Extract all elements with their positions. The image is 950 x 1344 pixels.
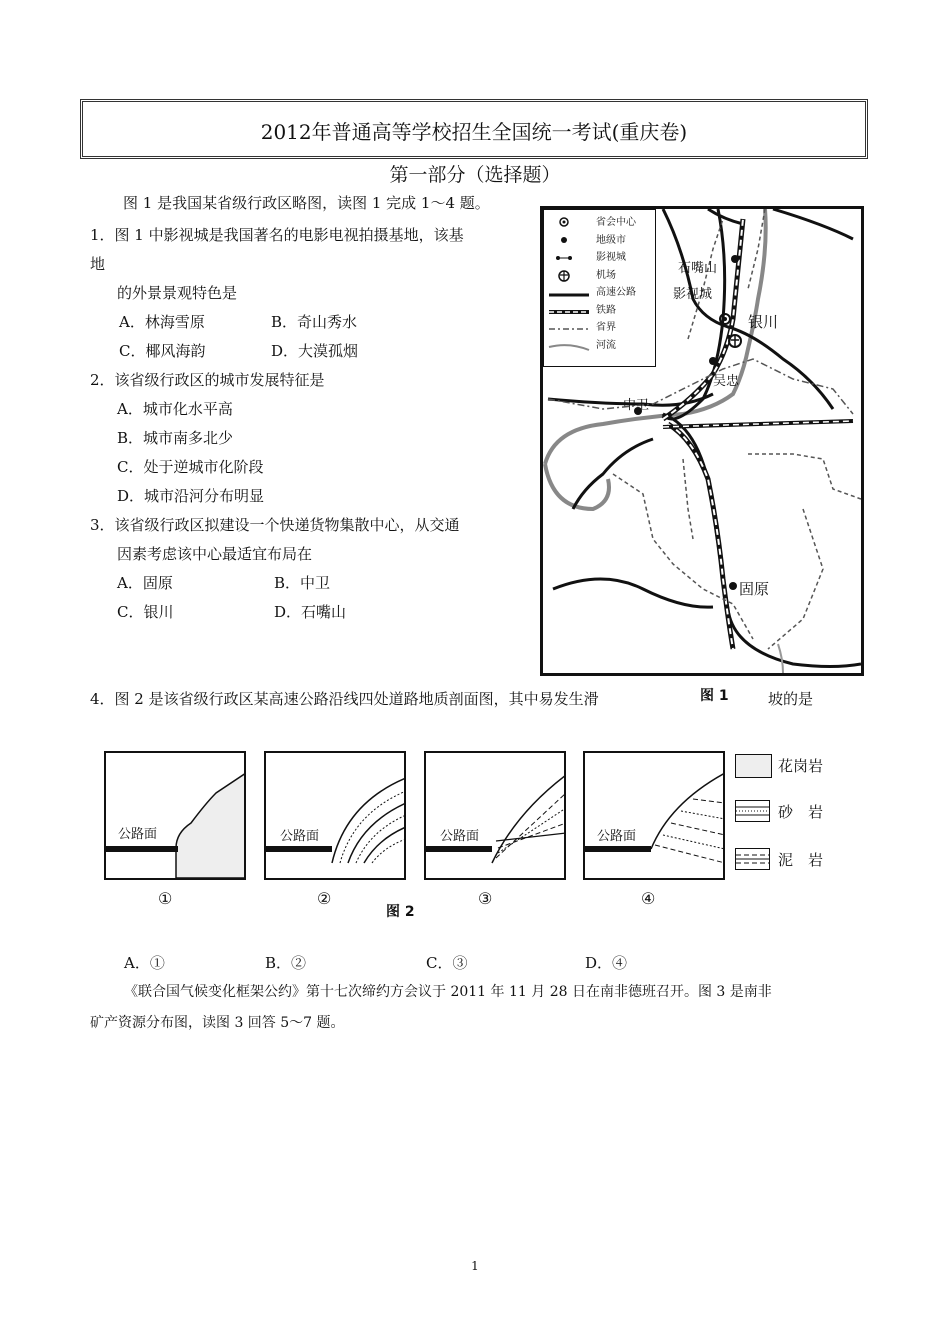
profile-4-drawing xyxy=(585,753,723,878)
road-label-3: 公路面 xyxy=(440,829,480,844)
section-title: 第一部分（选择题） xyxy=(389,164,561,186)
profile-1-drawing xyxy=(106,753,244,878)
profile-2-drawing xyxy=(266,753,404,878)
profile-label-2: ② xyxy=(317,889,332,908)
legend-prefecture-city: 地级市 xyxy=(596,234,626,246)
q4-option-d: D．④ xyxy=(585,954,628,972)
profile-4 xyxy=(583,751,725,880)
q1-stem-1: 1．图 1 中影视城是我国著名的电影电视拍摄基地，该基 xyxy=(90,226,464,244)
profile-label-3: ③ xyxy=(478,889,493,908)
legend-sandstone: 砂 岩 xyxy=(778,803,824,821)
paragraph-line-2: 矿产资源分布图，读图 3 回答 5～7 题。 xyxy=(90,1015,345,1031)
q4-stem-2: 坡的是 xyxy=(768,690,814,708)
q1-option-d: D．大漠孤烟 xyxy=(271,342,359,360)
q1-stem-2: 地 xyxy=(90,255,106,273)
sandstone-pattern xyxy=(736,801,769,821)
intro-text: 图 1 是我国某省级行政区略图，读图 1 完成 1～4 题。 xyxy=(123,194,490,212)
legend-airport: 机场 xyxy=(596,269,616,281)
legend-highway: 高速公路 xyxy=(596,287,636,298)
place-yinchuan: 银川 xyxy=(748,313,779,331)
q3-option-d: D．石嘴山 xyxy=(274,603,347,621)
legend-mudstone: 泥 岩 xyxy=(778,851,824,869)
figure-1-legend xyxy=(543,209,656,367)
profile-1 xyxy=(104,751,246,880)
profile-2 xyxy=(264,751,406,880)
legend-symbols xyxy=(544,210,594,366)
q3-stem-2: 因素考虑该中心最适宜布局在 xyxy=(117,545,313,563)
road-label-4: 公路面 xyxy=(597,829,637,844)
q4-option-c: C．③ xyxy=(426,954,468,972)
mudstone-pattern xyxy=(736,849,769,869)
q4-option-a: A．① xyxy=(124,954,165,972)
q1-option-a: A．林海雪原 xyxy=(119,313,205,331)
q3-stem-1: 3．该省级行政区拟建设一个快递货物集散中心，从交通 xyxy=(90,516,460,534)
q3-option-a: A．固原 xyxy=(117,574,173,592)
q1-stem-3: 的外景景观特色是 xyxy=(117,284,238,302)
q3-option-b: B．中卫 xyxy=(274,574,331,592)
place-yingshicheng: 影视城 xyxy=(673,287,713,302)
q1-option-c: C．椰风海韵 xyxy=(119,342,206,360)
q4-stem-1: 4．图 2 是该省级行政区某高速公路沿线四处道路地质剖面图，其中易发生滑 xyxy=(90,690,599,708)
profile-3-drawing xyxy=(426,753,564,878)
q2-stem: 2．该省级行政区的城市发展特征是 xyxy=(90,371,325,389)
profile-label-4: ④ xyxy=(641,889,656,908)
exam-title: 2012年普通高等学校招生全国统一考试(重庆卷) xyxy=(260,120,688,144)
paragraph-line-1: 《联合国气候变化框架公约》第十七次缔约方会议于 2011 年 11 月 28 日在南非德班召开。图 3 是南非 xyxy=(124,984,772,1000)
page-number: 1 xyxy=(471,1259,479,1273)
q2-option-c: C．处于逆城市化阶段 xyxy=(117,458,264,476)
q2-option-a: A．城市化水平高 xyxy=(117,400,233,418)
legend-mudstone-swatch xyxy=(735,848,770,870)
figure-2-caption: 图 2 xyxy=(386,904,415,920)
place-zhongwei: 中卫 xyxy=(623,398,650,413)
road-label-2: 公路面 xyxy=(280,829,320,844)
q2-option-b: B．城市南多北少 xyxy=(117,429,234,447)
legend-film-city: 影视城 xyxy=(596,252,626,263)
place-shizuishan: 石嘴山 xyxy=(678,261,718,276)
q2-option-d: D．城市沿河分布明显 xyxy=(117,487,265,505)
profile-label-1: ① xyxy=(158,889,173,908)
legend-provincial-capital: 省会中心 xyxy=(596,217,636,228)
q4-option-b: B．② xyxy=(265,954,307,972)
legend-river: 河流 xyxy=(596,339,616,351)
place-guyuan: 固原 xyxy=(739,580,770,598)
place-wuzhong: 吴忠 xyxy=(713,374,740,389)
legend-granite: 花岗岩 xyxy=(778,757,824,775)
q1-option-b: B．奇山秀水 xyxy=(271,313,358,331)
legend-granite-swatch xyxy=(735,754,772,778)
figure-1-caption: 图 1 xyxy=(700,688,729,704)
road-label-1: 公路面 xyxy=(118,827,158,842)
q3-option-c: C．银川 xyxy=(117,603,174,621)
profile-3 xyxy=(424,751,566,880)
legend-sandstone-swatch xyxy=(735,800,770,822)
legend-railway: 铁路 xyxy=(596,304,616,316)
legend-province-border: 省界 xyxy=(596,322,616,333)
